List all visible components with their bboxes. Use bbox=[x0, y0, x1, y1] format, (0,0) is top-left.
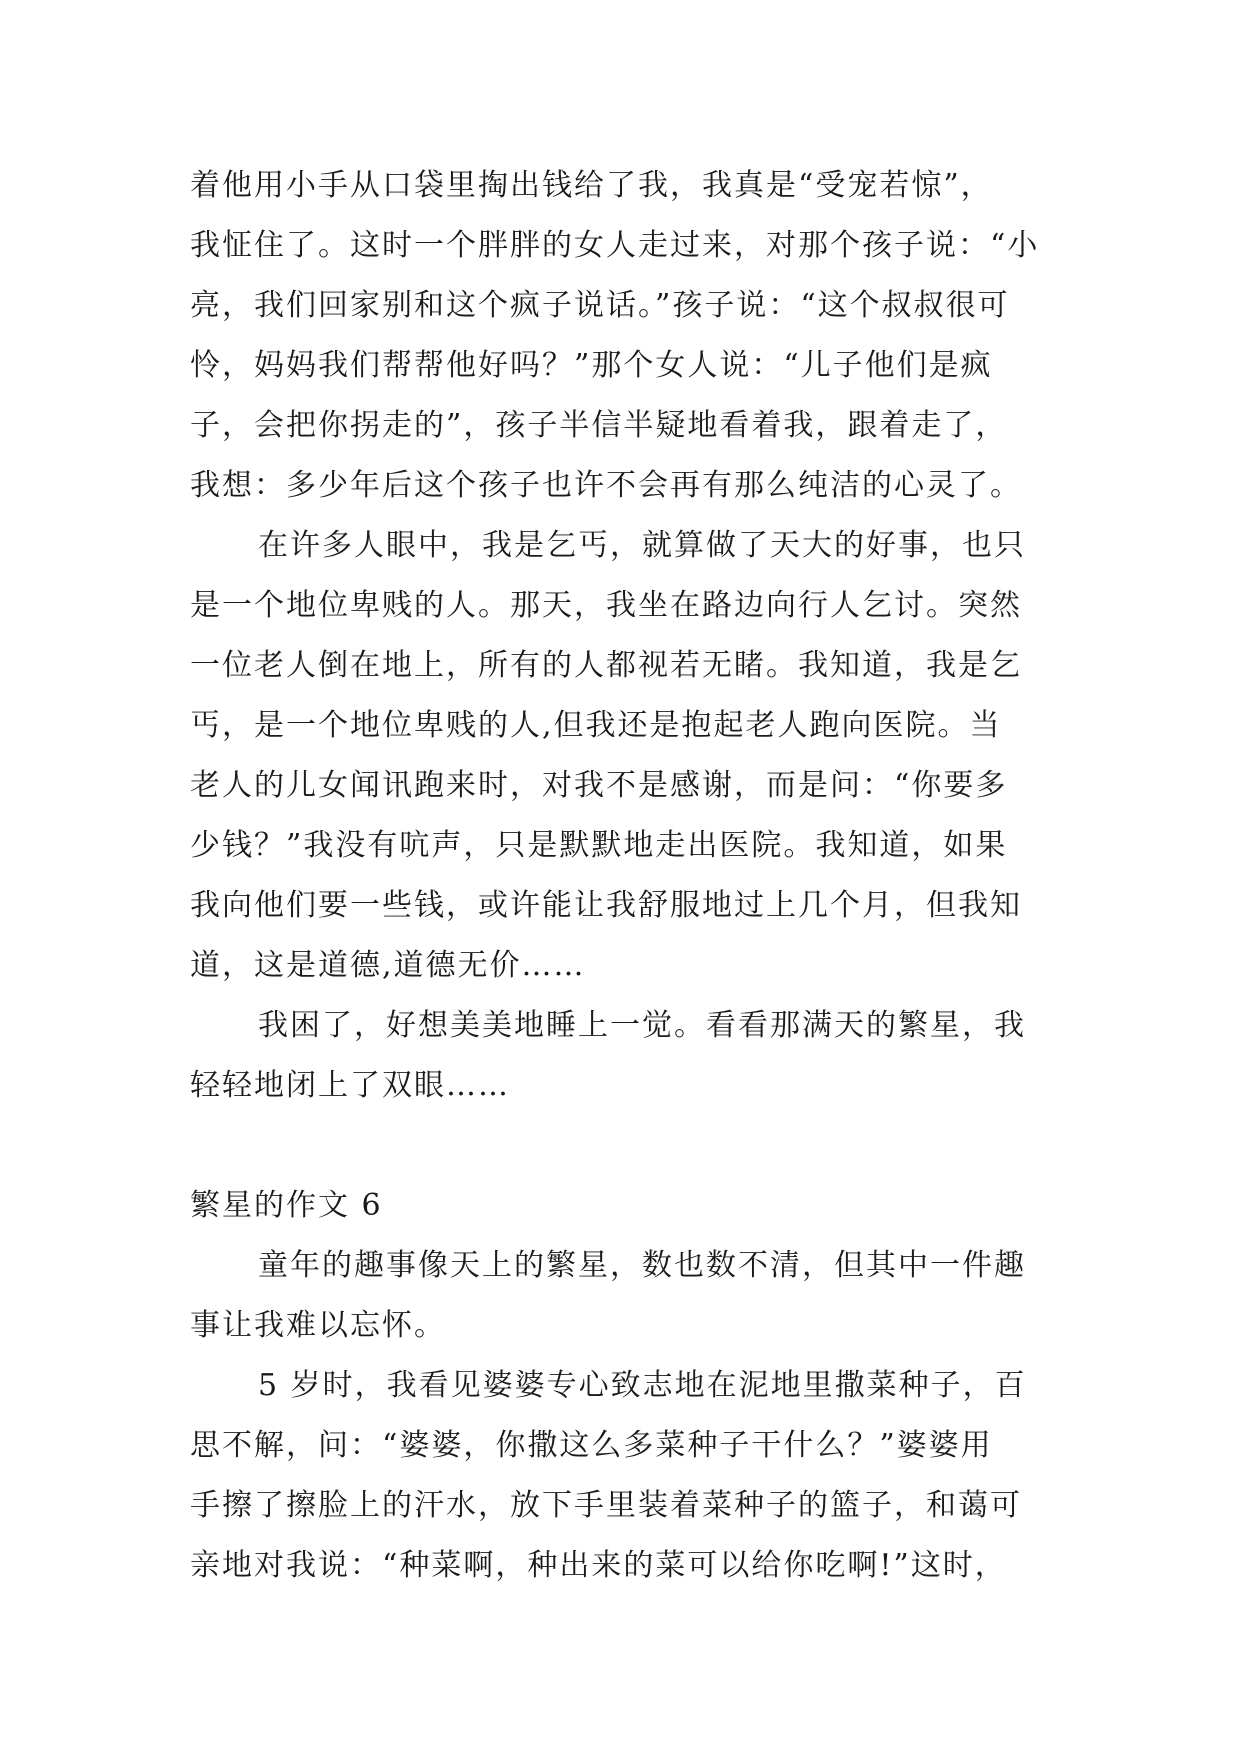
paragraph-first-line: 5 岁时，我看见婆婆专心致志地在泥地里撒菜种子，百 bbox=[258, 1368, 1027, 1403]
text-line: 我想：多少年后这个孩子也许不会再有那么纯洁的心灵了。 bbox=[190, 468, 1022, 503]
text-line: 亲地对我说：“种菜啊，种出来的菜可以给你吃啊!”这时， bbox=[190, 1548, 1007, 1583]
paragraph-first-line: 在许多人眼中，我是乞丐，就算做了天大的好事，也只 bbox=[258, 528, 1026, 563]
text-line: 亮，我们回家别和这个疯子说话。”孩子说：“这个叔叔很可 bbox=[190, 288, 1010, 323]
text-line: 丐，是一个地位卑贱的人,但我还是抱起老人跑向医院。当 bbox=[190, 708, 1002, 743]
text-line: 事让我难以忘怀。 bbox=[190, 1308, 446, 1343]
section-heading: 繁星的作文 6 bbox=[190, 1188, 383, 1223]
text-line: 是一个地位卑贱的人。那天，我坐在路边向行人乞讨。突然 bbox=[190, 588, 1022, 623]
text-line: 道，这是道德,道德无价…… bbox=[190, 948, 586, 983]
text-line: 思不解，问：“婆婆，你撒这么多菜种子干什么？”婆婆用 bbox=[190, 1428, 993, 1463]
text-line: 怜，妈妈我们帮帮他好吗？”那个女人说：“儿子他们是疯 bbox=[190, 348, 993, 383]
text-line: 轻轻地闭上了双眼…… bbox=[190, 1068, 510, 1103]
text-line: 手擦了擦脸上的汗水，放下手里装着菜种子的篮子，和蔼可 bbox=[190, 1488, 1022, 1523]
text-line: 我向他们要一些钱，或许能让我舒服地过上几个月，但我知 bbox=[190, 888, 1022, 923]
text-line: 老人的儿女闻讯跑来时，对我不是感谢，而是问：“你要多 bbox=[190, 768, 1008, 803]
text-line: 一位老人倒在地上，所有的人都视若无睹。我知道，我是乞 bbox=[190, 648, 1022, 683]
text-line: 子，会把你拐走的”，孩子半信半疑地看着我，跟着走了， bbox=[190, 408, 1008, 443]
paragraph-first-line: 我困了，好想美美地睡上一觉。看看那满天的繁星，我 bbox=[258, 1008, 1026, 1043]
text-line: 着他用小手从口袋里掏出钱给了我，我真是“受宠若惊”， bbox=[190, 168, 993, 203]
text-line: 少钱？”我没有吭声，只是默默地走出医院。我知道，如果 bbox=[190, 828, 1008, 863]
paragraph-first-line: 童年的趣事像天上的繁星，数也数不清，但其中一件趣 bbox=[258, 1248, 1026, 1283]
text-line: 我怔住了。这时一个胖胖的女人走过来，对那个孩子说：“小 bbox=[190, 228, 1040, 263]
